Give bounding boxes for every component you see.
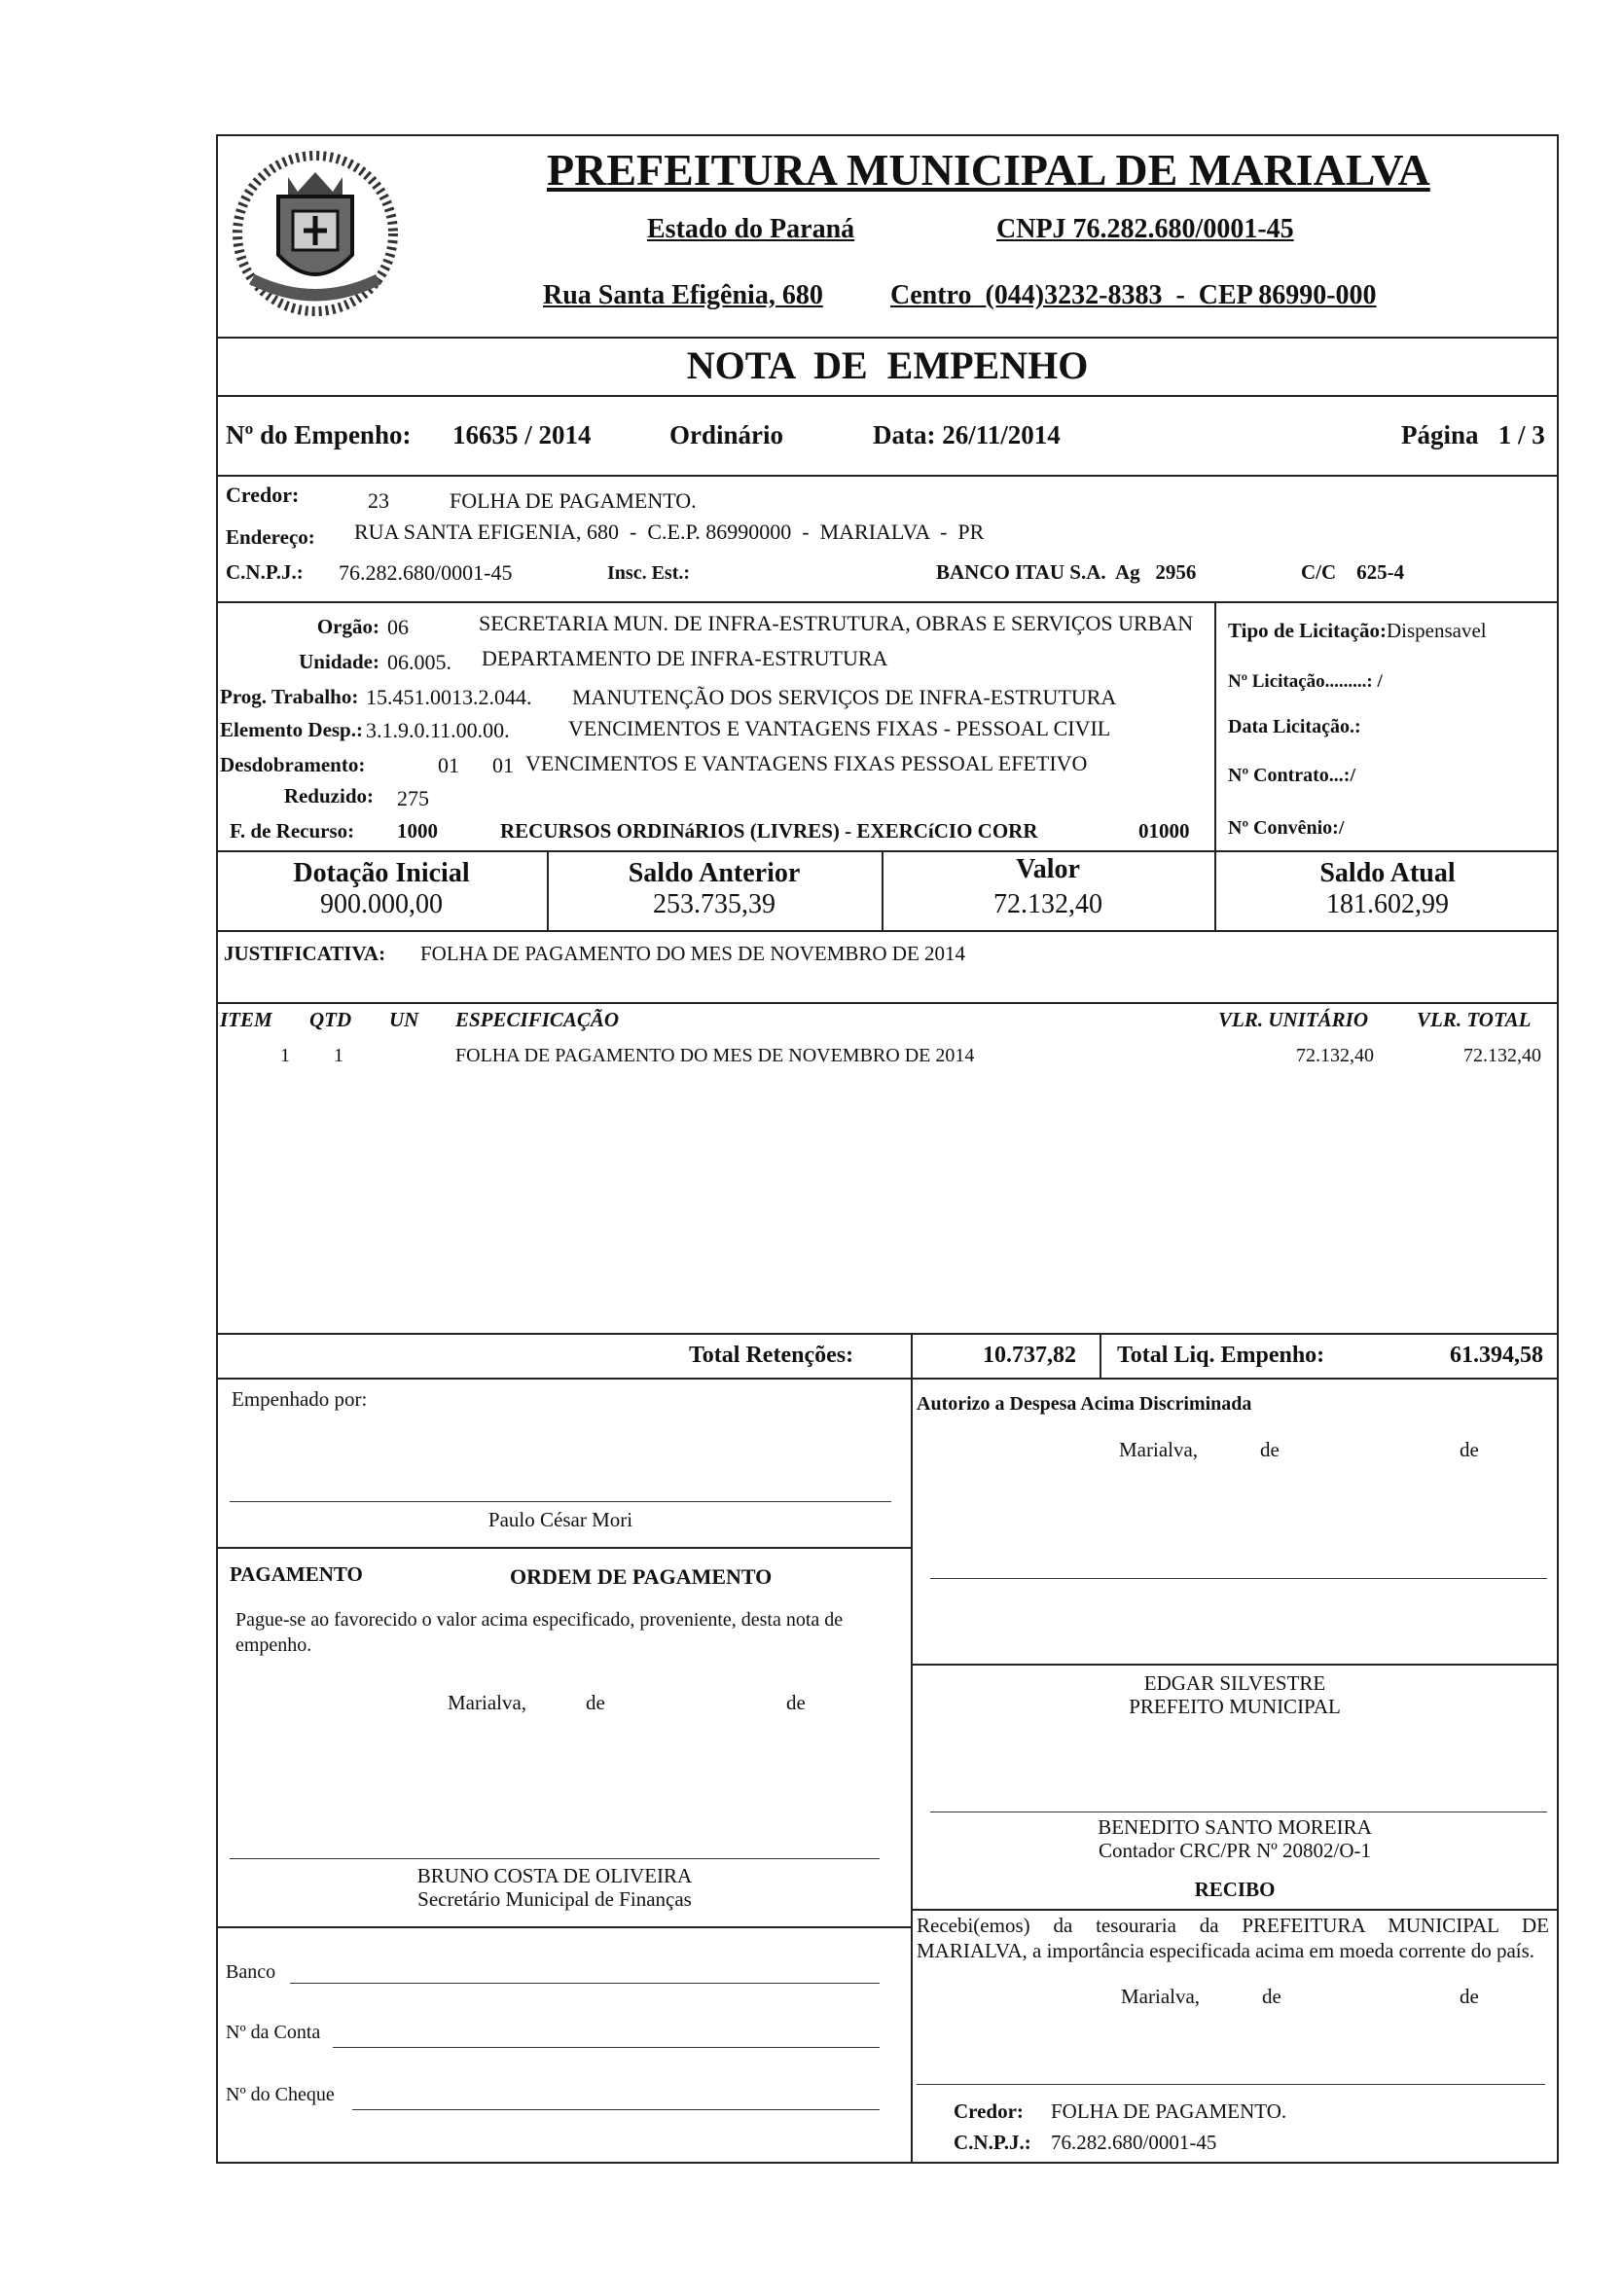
total-liq-label: Total Liq. Empenho:: [1117, 1343, 1325, 1368]
autorizo-divider: [911, 1664, 1559, 1666]
recibo-divider: [911, 1909, 1559, 1911]
totals-col-2: [1100, 1333, 1101, 1378]
elemento-desc: VENCIMENTOS E VANTAGENS FIXAS - PESSOAL CIVIL: [568, 716, 1111, 740]
credor-divider: [216, 601, 1559, 603]
page-number: Página 1 / 3: [1401, 420, 1545, 449]
unidade-desc: DEPARTAMENTO DE INFRA-ESTRUTURA: [482, 646, 888, 670]
credor-address: RUA SANTA EFIGENIA, 680 - C.E.P. 86990000 - MARIALVA - PR: [354, 520, 985, 544]
dotacao-label: Dotação Inicial: [293, 858, 470, 888]
endereco-label: Endereço:: [226, 525, 315, 549]
row-qtd: 1: [334, 1045, 343, 1066]
pagamento-label: PAGAMENTO: [230, 1562, 363, 1586]
justificativa-label: JUSTIFICATIVA:: [224, 942, 386, 965]
orgao-label: Orgão:: [316, 615, 379, 638]
recibo-credor: FOLHA DE PAGAMENTO.: [1051, 2099, 1287, 2123]
municipality-title: PREFEITURA MUNICIPAL DE MARIALVA: [547, 145, 1430, 195]
orgao-code: 06: [387, 615, 409, 639]
reduzido-code: 275: [397, 786, 429, 810]
total-liq-value: 61.394,58: [1450, 1343, 1543, 1368]
desdobramento-desc: VENCIMENTOS E VANTAGENS FIXAS PESSOAL EFETIVO: [525, 751, 1088, 775]
recurso-desc: RECURSOS ORDINáRIOS (LIVRES) - EXERCíCIO CORR: [500, 819, 1038, 843]
recibo-text: Recebi(emos) da tesouraria da PREFEITURA MUNICIPAL DE MARIALVA, a importância especificada acima em moeda corrente do país.: [917, 1914, 1549, 1962]
unidade-code: 06.005.: [387, 650, 451, 674]
header-contact: Centro (044)3232-8383 - CEP 86990-000: [890, 280, 1377, 310]
desdobramento-label: Desdobramento:: [220, 753, 366, 776]
empenhado-label: Empenhado por:: [232, 1387, 368, 1411]
reduzido-label: Reduzido:: [283, 784, 374, 807]
justificativa-text: FOLHA DE PAGAMENTO DO MES DE NOVEMBRO DE 2014: [420, 942, 966, 965]
contador-name: BENEDITO SANTO MOREIRA: [1098, 1815, 1372, 1839]
desdobramento-a: 01: [438, 753, 459, 777]
secretario-name: BRUNO COSTA DE OLIVEIRA: [416, 1864, 693, 1887]
conta-label: Nº da Conta: [226, 2022, 321, 2043]
total-retencoes-label: Total Retenções:: [689, 1343, 854, 1368]
empenhado-divider: [216, 1547, 911, 1549]
licitacao-divider: [1214, 601, 1216, 850]
col-header-item: ITEM: [220, 1008, 272, 1031]
recibo-credor-label: Credor:: [954, 2099, 1024, 2123]
budget-divider: [216, 850, 1559, 852]
col-header-espec: ESPECIFICAÇÃO: [455, 1008, 620, 1031]
autorizo-title: Autorizo a Despesa Acima Discriminada: [917, 1393, 1252, 1415]
orgao-desc: SECRETARIA MUN. DE INFRA-ESTRUTURA, OBRAS E SERVIÇOS URBAN: [479, 611, 1194, 635]
col-header-total-value: VLR. TOTAL: [1417, 1008, 1532, 1031]
credor-name: FOLHA DE PAGAMENTO.: [450, 488, 697, 513]
empenho-number-label: Nº do Empenho:: [226, 420, 412, 449]
recibo-place: Marialva,: [1121, 1985, 1201, 2008]
contador-role: Contador CRC/PR Nº 20802/O-1: [1098, 1839, 1372, 1862]
empenhado-signer: Paulo César Mori: [487, 1508, 633, 1531]
title-divider: [216, 395, 1559, 397]
saldo-atual-value: 181.602,99: [1326, 889, 1449, 919]
insc-est-label: Insc. Est.:: [607, 562, 691, 584]
saldo-anterior-label: Saldo Anterior: [628, 858, 801, 888]
justificativa-divider: [216, 1002, 1559, 1004]
bank-info: BANCO ITAU S.A. Ag 2956: [936, 560, 1197, 584]
recibo-de-2: de: [1460, 1985, 1479, 2008]
empenho-divider: [216, 475, 1559, 477]
recurso-source-code: 01000: [1138, 819, 1190, 843]
header-divider: [216, 337, 1559, 339]
autorizo-place: Marialva,: [1119, 1438, 1199, 1461]
empenho-type: Ordinário: [669, 420, 784, 449]
autorizo-de-1: de: [1260, 1438, 1280, 1461]
prog-trabalho-desc: MANUTENÇÃO DOS SERVIÇOS DE INFRA-ESTRUTURA: [572, 685, 1117, 709]
cheque-label: Nº do Cheque: [226, 2084, 335, 2105]
totals-bottom-divider: [216, 1378, 1559, 1380]
valor-value: 72.132,40: [993, 889, 1102, 919]
autorizo-signature-line: [930, 1578, 1547, 1579]
row-unit-value: 72.132,40: [1296, 1045, 1374, 1066]
values-divider: [216, 930, 1559, 932]
row-espec: FOLHA DE PAGAMENTO DO MES DE NOVEMBRO DE 2014: [455, 1045, 975, 1066]
empenho-number: 16635 / 2014: [452, 420, 592, 449]
ordem-pagamento-title: ORDEM DE PAGAMENTO: [510, 1564, 773, 1589]
dotacao-value: 900.000,00: [320, 889, 443, 919]
bank-account: C/C 625-4: [1301, 560, 1405, 584]
document-title: NOTA DE EMPENHO: [686, 343, 1089, 387]
saldo-anterior-value: 253.735,39: [653, 889, 775, 919]
banco-label: Banco: [226, 1961, 276, 1983]
credor-code: 23: [368, 488, 389, 513]
recibo-signature-line: [917, 2084, 1545, 2085]
state-label: Estado do Paraná: [647, 214, 855, 244]
conta-field-line: [333, 2047, 880, 2048]
row-item: 1: [280, 1045, 290, 1066]
pagamento-text: Pague-se ao favorecido o valor acima especificado, proveniente, desta nota de empenho.: [235, 1609, 844, 1656]
municipal-seal-icon: [220, 138, 411, 329]
elemento-label: Elemento Desp.:: [220, 718, 363, 741]
empenho-date: Data: 26/11/2014: [873, 420, 1061, 449]
col-header-un: UN: [389, 1008, 419, 1031]
licitacao-type-label-text: Tipo de Licitação:: [1228, 619, 1387, 642]
licitacao-type-value: Dispensavel: [1386, 619, 1487, 642]
totals-top-divider: [216, 1333, 1559, 1335]
recurso-label: F. de Recurso:: [230, 819, 355, 843]
row-total-value: 72.132,40: [1463, 1045, 1541, 1066]
desdobramento-b: 01: [492, 753, 514, 777]
header-cnpj: CNPJ 76.282.680/0001-45: [996, 214, 1294, 244]
recibo-cnpj-label: C.N.P.J.:: [954, 2131, 1031, 2154]
recibo-de-1: de: [1262, 1985, 1281, 2008]
header-address: Rua Santa Efigênia, 680: [543, 280, 823, 310]
recibo-cnpj: 76.282.680/0001-45: [1051, 2131, 1217, 2154]
lower-vertical-divider: [911, 1378, 913, 2164]
recurso-code: 1000: [397, 819, 438, 843]
prefeito-name: EDGAR SILVESTRE: [1143, 1671, 1326, 1695]
unidade-label: Unidade:: [299, 650, 379, 673]
licitacao-date: Data Licitação.:: [1228, 716, 1361, 737]
prog-trabalho-label: Prog. Trabalho:: [220, 685, 359, 708]
total-retencoes-value: 10.737,82: [983, 1343, 1076, 1368]
empenhado-signature-line: [230, 1501, 891, 1502]
credor-cnpj: 76.282.680/0001-45: [339, 560, 513, 585]
recibo-title: RECIBO: [1194, 1878, 1276, 1901]
prefeito-role: PREFEITO MUNICIPAL: [1129, 1695, 1341, 1718]
pagamento-divider: [216, 1926, 911, 1928]
secretario-signature-line: [230, 1858, 880, 1859]
licitacao-type-label: [1228, 619, 1487, 643]
convenio-number: Nº Convênio:/: [1228, 817, 1345, 839]
secretario-role: Secretário Municipal de Finanças: [417, 1887, 692, 1911]
valor-label: Valor: [1016, 854, 1080, 884]
credor-label: Credor:: [226, 483, 300, 507]
cheque-field-line: [352, 2109, 880, 2110]
saldo-atual-label: Saldo Atual: [1319, 858, 1456, 888]
pagamento-de-2: de: [786, 1691, 806, 1714]
prog-trabalho-code: 15.451.0013.2.044.: [366, 685, 532, 709]
col-header-unit-value: VLR. UNITÁRIO: [1218, 1008, 1369, 1031]
pagamento-place: Marialva,: [448, 1691, 527, 1714]
licitacao-number: Nº Licitação.........: /: [1228, 671, 1383, 692]
elemento-code: 3.1.9.0.11.00.00.: [366, 718, 510, 742]
pagamento-de-1: de: [586, 1691, 605, 1714]
banco-field-line: [290, 1983, 880, 1984]
contrato-number: Nº Contrato...:/: [1228, 765, 1356, 786]
autorizo-de-2: de: [1460, 1438, 1479, 1461]
col-header-qtd: QTD: [309, 1008, 352, 1031]
credor-cnpj-label: C.N.P.J.:: [226, 560, 304, 584]
